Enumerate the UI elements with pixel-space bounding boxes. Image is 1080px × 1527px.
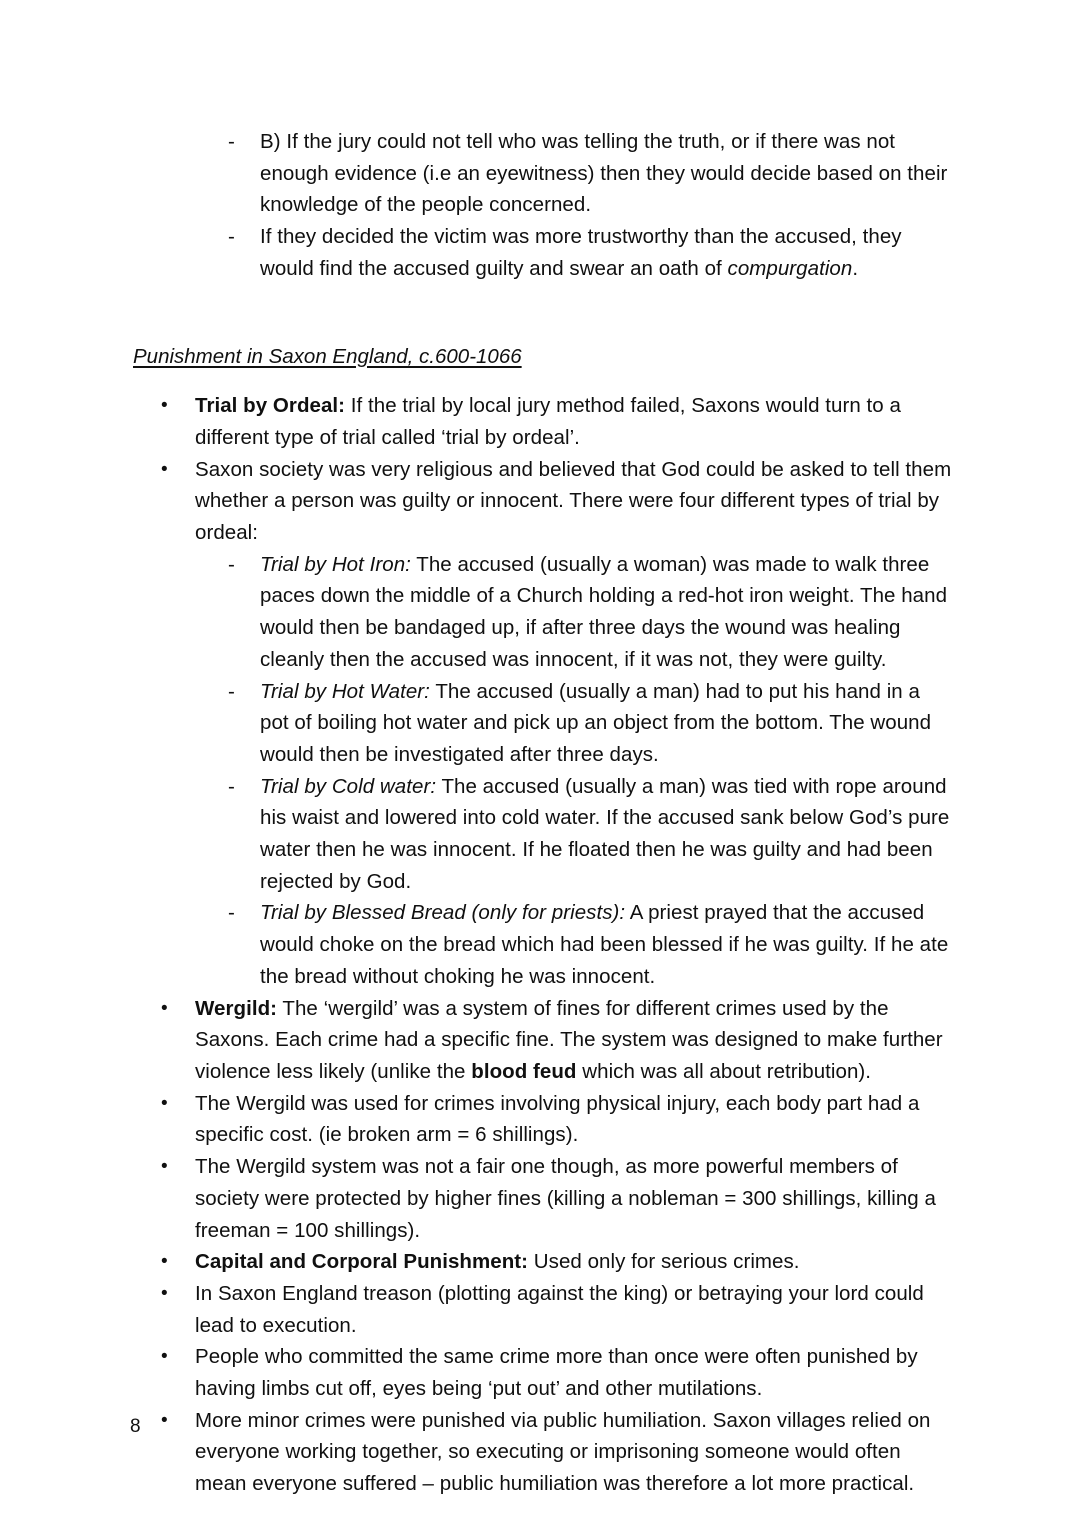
dash-icon: -: [228, 552, 235, 576]
list-item: [133, 1151, 953, 1246]
section-heading: Punishment in Saxon England, c.600-1066: [133, 344, 522, 368]
list-item-text: [260, 553, 947, 671]
dash-icon: -: [228, 130, 235, 153]
list-item: [133, 1246, 953, 1278]
text-run-normal: The Wergild system was not a fair one though, as more powerful members of society were protected by higher fines (killing a nobleman = 300 shillings, killing a freeman = 100 shillings).: [195, 1155, 936, 1242]
page-number: 8: [130, 1416, 141, 1437]
dash-icon: -: [228, 901, 235, 925]
list-item: [133, 993, 953, 1088]
list-item-text: [195, 1345, 918, 1400]
text-run-normal: The accused (usually a man) was tied with rope around his waist and lowered into cold water. If the accused sank below God’s pure water then he was innocent. If he floated then he was guilty and had been rejected by God.: [260, 774, 950, 893]
bullet-icon: •: [161, 395, 168, 417]
list-item: [133, 1341, 953, 1404]
list-item-text: [260, 225, 902, 280]
list-item-text: [195, 997, 943, 1083]
text-run-italic: Trial by Blessed Bread (only for priests):: [260, 901, 626, 925]
dash-icon: -: [228, 679, 235, 703]
list-item: [133, 549, 953, 676]
text-run-normal: Saxon society was very religious and believed that God could be asked to tell them whether a person was guilty or innocent. There were four different types of trial by ordeal:: [195, 457, 952, 545]
text-run-normal: A priest prayed that the accused would choke on the bread which had been blessed if he was guilty. If he ate the bread without choking he was innocent.: [260, 901, 949, 988]
spacer: [133, 372, 953, 390]
list-item-text: [260, 775, 949, 893]
list-item: [133, 1405, 953, 1500]
bullet-icon: •: [161, 1346, 168, 1368]
text-run-italic: Trial by Cold water:: [260, 774, 437, 798]
bullet-icon: •: [161, 997, 168, 1019]
bullet-icon: •: [161, 458, 168, 480]
text-run-italic: compurgation: [727, 256, 853, 280]
list-item-text: [195, 1092, 919, 1147]
text-run-normal: In Saxon England treason (plotting against the king) or betraying your lord could lead to execution.: [195, 1281, 924, 1337]
text-run-normal: If the trial by local jury method failed, Saxons would turn to a different type of trial called ‘trial by ordeal’.: [195, 394, 901, 449]
text-run-normal: .: [852, 256, 859, 280]
list-item: [133, 1278, 953, 1341]
punishment-list: [133, 390, 953, 1500]
text-run-normal: B) If the jury could not tell who was telling the truth, or if there was not enough evidence (i.e an eyewitness) then they would decide based on their knowledge of the people concerned.: [260, 130, 948, 217]
list-item-text: [260, 130, 947, 216]
list-item-text: [195, 458, 951, 544]
list-item: [133, 1088, 953, 1151]
text-run-normal: which was all about retribution).: [576, 1059, 872, 1083]
bullet-icon: •: [161, 1409, 168, 1431]
text-run-bold: blood feud: [471, 1059, 577, 1083]
text-run-italic: Trial by Hot Iron:: [260, 552, 411, 576]
text-run-bold: Capital and Corporal Punishment:: [195, 1250, 529, 1274]
text-run-normal: The Wergild was used for crimes involving physical injury, each body part had a specific cost. (ie broken arm = 6 shillings).: [195, 1091, 920, 1147]
text-run-bold: Wergild:: [195, 996, 278, 1020]
bullet-icon: •: [161, 1282, 168, 1304]
list-item-text: [260, 680, 931, 766]
text-run-normal: Used only for serious crimes.: [528, 1250, 800, 1274]
list-item-text: [260, 901, 948, 987]
list-item: [133, 390, 953, 453]
list-item: [133, 221, 953, 284]
text-run-normal: People who committed the same crime more than once were often punished by having limbs cut off, eyes being ‘put out’ and other mutilations.: [195, 1345, 918, 1401]
document-content: [133, 126, 953, 1500]
text-run-bold: Trial by Ordeal:: [195, 394, 346, 418]
list-item: [133, 454, 953, 549]
list-item: [133, 771, 953, 898]
dash-icon: -: [228, 774, 235, 798]
bullet-icon: •: [161, 1156, 168, 1178]
list-item-text: [195, 1282, 924, 1337]
list-item-text: [195, 394, 901, 449]
top-list: [133, 126, 953, 285]
bullet-icon: •: [161, 1092, 168, 1114]
bullet-icon: •: [161, 1251, 168, 1273]
list-item: [133, 897, 953, 992]
list-item-text: [195, 1409, 931, 1495]
text-run-italic: Trial by Hot Water:: [260, 679, 430, 703]
list-item: [133, 676, 953, 771]
spacer: [133, 285, 953, 341]
text-run-normal: The ‘wergild’ was a system of fines for different crimes used by the Saxons. Each crime had a specific fine. The system was designed to make further violence less likely (unlike the: [195, 996, 943, 1083]
list-item: [133, 126, 953, 221]
list-item-text: [195, 1250, 800, 1273]
text-run-normal: More minor crimes were punished via public humiliation. Saxon villages relied on everyone working together, so executing or imprisoning someone would often mean everyone suffered – public humiliation was therefore a lot more practical.: [195, 1408, 931, 1496]
list-item-text: [195, 1155, 936, 1241]
text-run-normal: If they decided the victim was more trustworthy than the accused, they would find the accused guilty and swear an oath of: [260, 225, 902, 280]
dash-icon: -: [228, 225, 235, 249]
text-run-normal: The accused (usually a man) had to put his hand in a pot of boiling hot water and pick up an object from the bottom. The wound would then be investigated after three days.: [260, 679, 932, 766]
text-run-normal: The accused (usually a woman) was made to walk three paces down the middle of a Church holding a red-hot iron weight. The hand would then be bandaged up, if after three days the wound was healing cleanly then the accused was innocent, if it was not, they were guilty.: [260, 552, 948, 671]
